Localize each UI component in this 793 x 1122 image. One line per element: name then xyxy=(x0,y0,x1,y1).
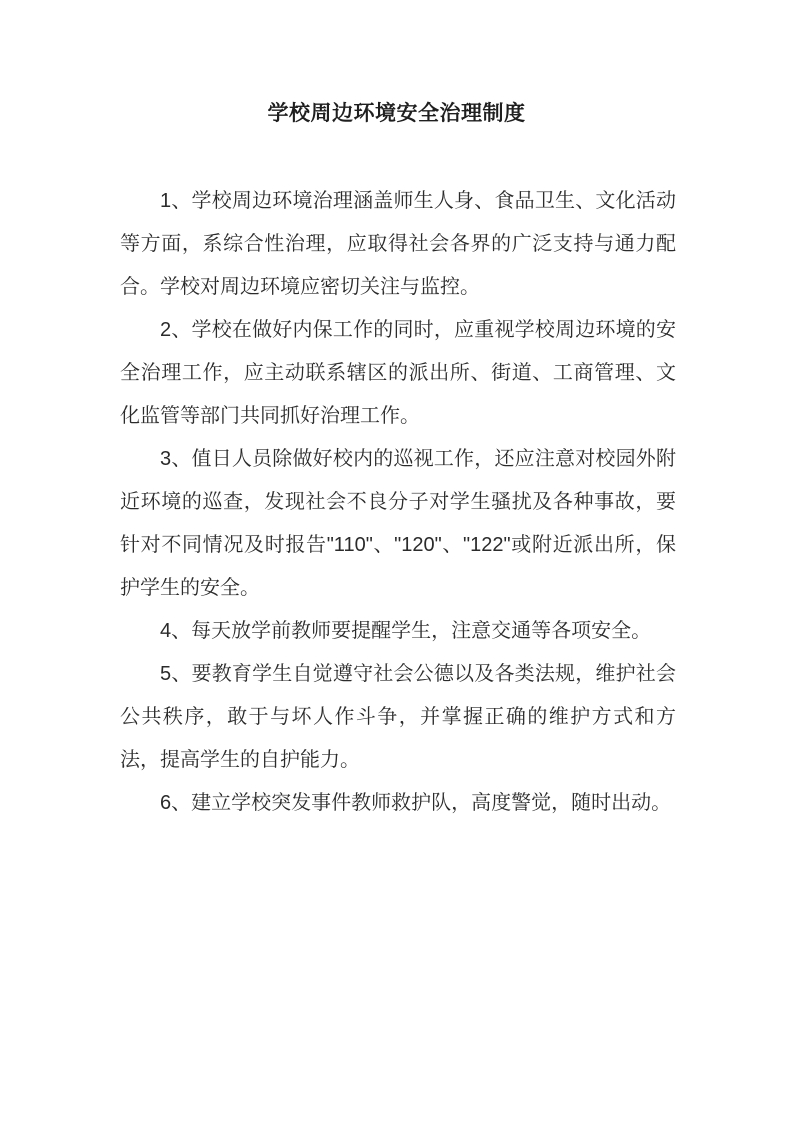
paragraph: 3、值日人员除做好校内的巡视工作，还应注意对校园外附近环境的巡查，发现社会不良分子对学生骚扰及各种事故，要针对不同情况及时报告"110"、"120"、"122"或附近派出所，保护学生的安全。 xyxy=(120,448,676,599)
paragraph: 6、建立学校突发事件教师救护队，高度警觉，随时出动。 xyxy=(160,792,672,814)
document-title: 学校周边环境安全治理制度 xyxy=(267,102,526,125)
paragraph: 4、每天放学前教师要提醒学生，注意交通等各项安全。 xyxy=(160,620,652,642)
paragraph: 2、学校在做好内保工作的同时，应重视学校周边环境的安全治理工作，应主动联系辖区的派出所、街道、工商管理、文化监管等部门共同抓好治理工作。 xyxy=(120,319,676,427)
paragraph: 1、学校周边环境治理涵盖师生人身、食品卫生、文化活动等方面，系综合性治理，应取得社会各界的广泛支持与通力配合。学校对周边环境应密切关注与监控。 xyxy=(120,190,676,298)
document-body xyxy=(120,180,676,825)
paragraph: 5、要教育学生自觉遵守社会公德以及各类法规，维护社会公共秩序，敢于与坏人作斗争，并掌握正确的维护方式和方法，提高学生的自护能力。 xyxy=(120,663,676,771)
